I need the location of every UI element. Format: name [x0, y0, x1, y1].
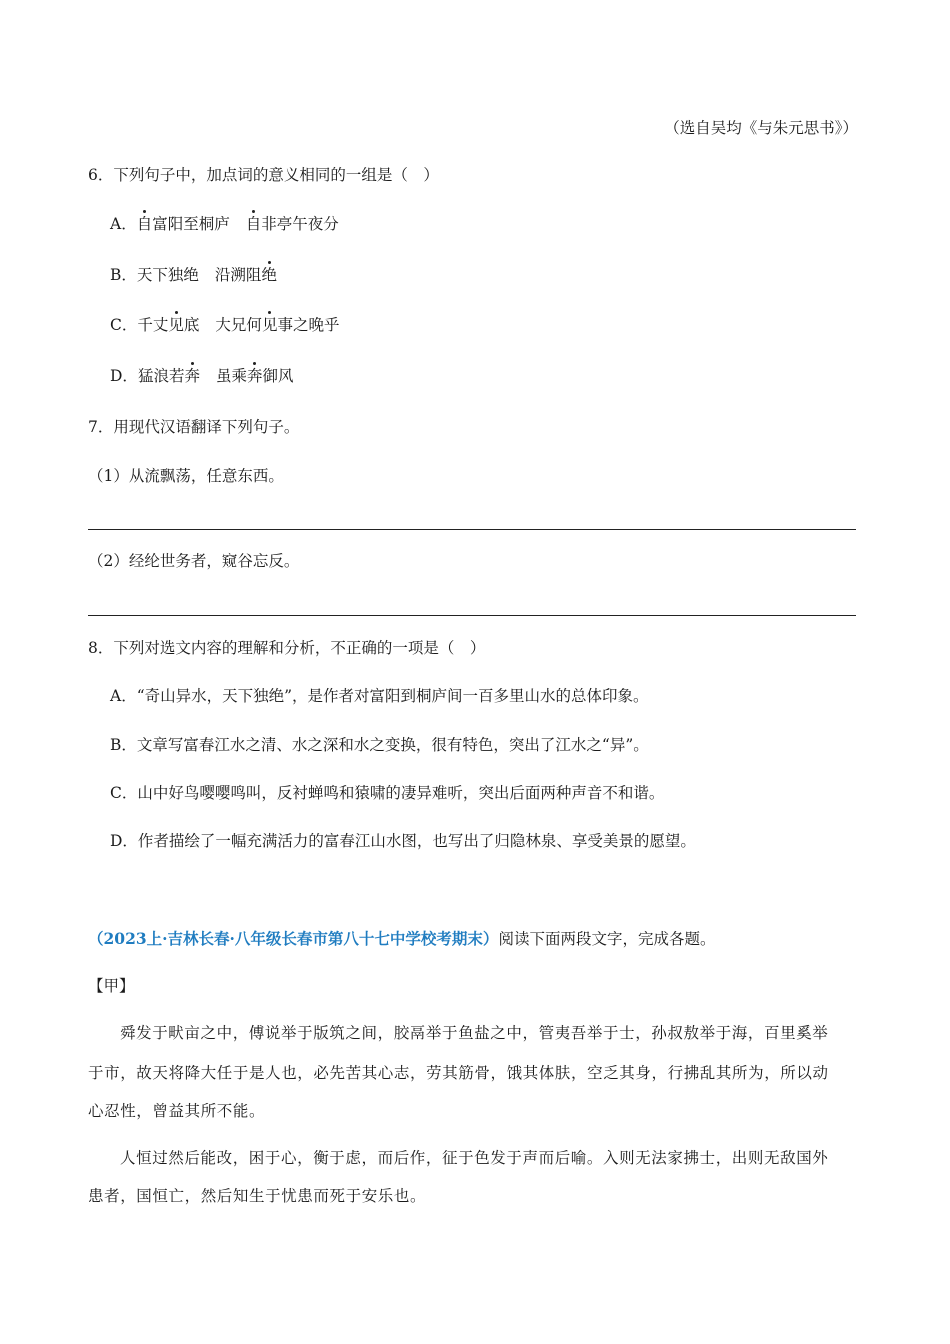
- q7-item-2: （2）经纶世务者，窥谷忘反。: [88, 552, 300, 570]
- section-label: 【甲】: [88, 977, 135, 995]
- passage-p1-line-2: 于市，故天将降大任于是人也，必先苦其心志，劳其筋骨，饿其体肤，空乏其身，行拂乱其所为，所以动: [88, 1064, 829, 1082]
- q8-stem: 8．下列对选文内容的理解和分析，不正确的一项是（ ）: [88, 639, 486, 657]
- q6-stem: 6．下列句子中，加点词的意义相同的一组是（ ）: [88, 166, 439, 184]
- q8-option-a: A．“奇山异水，天下独绝”，是作者对富阳到桐庐间一百多里山水的总体印象。: [110, 687, 649, 705]
- q6-option-b: B．天下独绝 沿溯阻绝: [110, 266, 277, 284]
- q8-option-c: C．山中好鸟嘤嘤鸣叫，反衬蝉鸣和猿啸的凄异难听，突出后面两种声音不和谐。: [110, 784, 665, 802]
- passage-p2-line-1: 人恒过然后能改，困于心，衡于虑，而后作，征于色发于声而后喻。入则无法家拂士，出则无敌国外: [120, 1149, 829, 1167]
- answer-line-1[interactable]: [88, 529, 856, 530]
- passage-p2-line-2: 患者，国恒亡，然后知生于忧患而死于安乐也。: [88, 1187, 427, 1205]
- q6-option-c: C．千丈见底 大兄何见事之晚乎: [110, 316, 340, 334]
- emphasis-dot-char: 绝: [261, 266, 277, 284]
- emphasis-dot-char: 奔: [246, 367, 263, 385]
- q8-option-b: B．文章写富春江水之清、水之深和水之变换，很有特色，突出了江水之“异”。: [110, 736, 649, 754]
- answer-line-2[interactable]: [88, 615, 856, 616]
- emphasis-dot-char: 奔: [184, 367, 200, 385]
- q7-item-1: （1）从流飘荡，任意东西。: [88, 467, 284, 485]
- emphasis-dot-char: 自: [245, 215, 262, 233]
- q6-option-a: A．自富阳至桐庐 自非亭午夜分: [110, 215, 339, 233]
- emphasis-dot-char: 见: [261, 316, 278, 334]
- q7-stem: 7．用现代汉语翻译下列句子。: [88, 418, 300, 436]
- source-tag: （2023上·吉林长春·八年级长春市第八十七中学校考期末）: [88, 929, 499, 948]
- passage-p1-line-1: 舜发于畎亩之中，傅说举于版筑之间，胶鬲举于鱼盐之中，管夷吾举于士，孙叔敖举于海，百里奚举: [120, 1024, 829, 1042]
- passage-p1-line-3: 心忍性，曾益其所不能。: [88, 1102, 266, 1120]
- passage-heading: [88, 928, 715, 950]
- q6-option-d: D．猛浪若奔 虽乘奔御风: [110, 367, 294, 385]
- emphasis-dot-char: 见: [168, 316, 184, 334]
- emphasis-dot-char: 自: [136, 215, 153, 233]
- passage-instruction: 阅读下面两段文字，完成各题。: [498, 930, 716, 948]
- source-note: （选自吴均《与朱元思书》）: [664, 119, 858, 137]
- q8-option-d: D．作者描绘了一幅充满活力的富春江山水图，也写出了归隐林泉、享受美景的愿望。: [110, 832, 696, 850]
